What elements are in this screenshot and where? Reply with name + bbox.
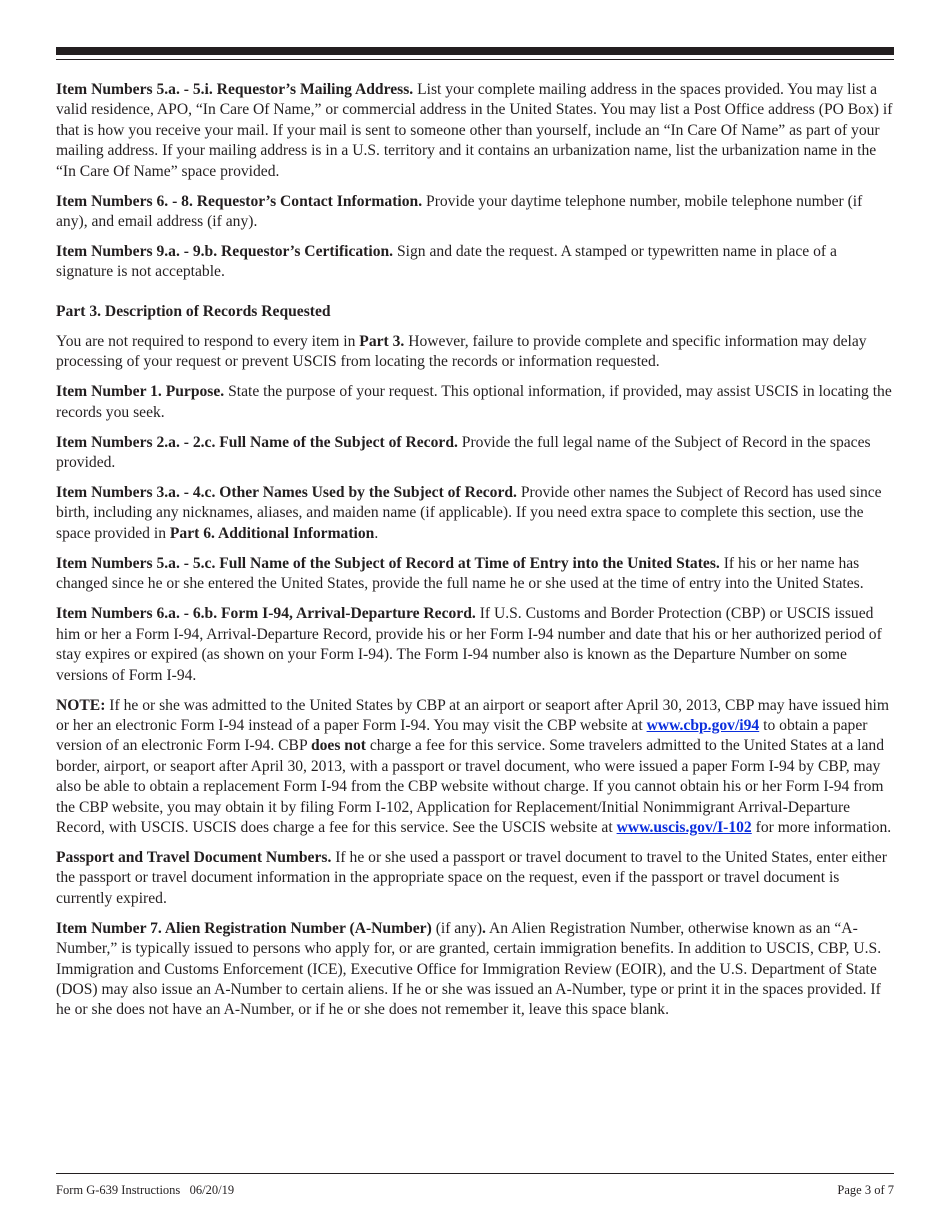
instructions-body [56,80,896,1030]
paragraph-full-name [56,433,896,474]
paragraph-text: An Alien Registration Number, otherwise known as an “A-Number,” is typically issued to persons who apply for, or are granted, certain immigration benefits. In addition to USCIS, CBP, U.S. Immigration and Customs Enforcement (ICE), Executive Office for Immigration Review (EOIR), and the U.S. Department of State (DOS) may also issue an A-Number to certain aliens. If he or she was issued an A-Number, type or print it in the spaces provided. If he or she does not have an A-Number, or if he or she does not remember it, leave this space blank. [56,919,882,1019]
part-reference: Part 6. Additional Information [169,524,375,542]
paragraph-a-number [56,919,896,1021]
paragraph-text: to obtain a paper version of an electronic Form I-94. CBP [56,716,868,755]
header-rule-thick [56,47,894,55]
note-label: NOTE: [56,696,106,714]
paragraph-text: for more information. [751,818,892,836]
paragraph-lead: Item Numbers 9.a. - 9.b. Requestor’s Certification. [56,243,394,261]
footer-rule [56,1173,894,1174]
paragraph-text: If his or her name has changed since he or she entered the United States, provide the full name he or she used at the time of entry into the United States. [56,554,864,593]
paragraph-text: Provide the full legal name of the Subject of Record in the spaces provided. [56,433,871,472]
paragraph-passport [56,848,896,909]
paragraph-lead: Item Numbers 6. - 8. Requestor’s Contact Information. [56,192,423,210]
paragraph-text: If U.S. Customs and Border Protection (CBP) or USCIS issued him or her a Form I-94, Arrival-Departure Record, provide his or her Form I-94 number and date that his or her authorized period of stay expires or expired (as shown on your Form I-94). The Form I-94 number also is known as the Departure Number on some versions of Form I-94. [56,605,882,684]
part-reference: Part 3. [359,332,405,350]
paragraph-text: Provide your daytime telephone number, mobile telephone number (if any), and email address (if any). [56,192,863,231]
paragraph-part3-intro [56,332,896,373]
paragraph-text: However, failure to provide complete and specific information may delay processing of your request or prevent USCIS from locating the records or information requested. [56,332,867,371]
cbp-i94-link[interactable]: www.cbp.gov/i94 [646,716,760,734]
paragraph-text: If he or she was admitted to the United States by CBP at an airport or seaport after April 30, 2013, CBP may have issued him or her an electronic Form I-94 instead of a paper Form I-94. You may visit the CBP website at [56,696,889,734]
paragraph-form-i94 [56,604,896,686]
paragraph-mailing-address [56,80,896,182]
paragraph-lead: Item Number 7. Alien Registration Number (A-Number) [56,919,432,937]
paragraph-text: If he or she used a passport or travel document to travel to the United States, enter either the passport or travel document information in the appropriate space on the request, even if the passport or travel document is currently expired. [56,848,887,907]
header-rule-thin [56,59,894,60]
paragraph-text: . [374,524,379,542]
paragraph-contact-information [56,192,896,233]
section-heading-part3: Part 3. Description of Records Requested [56,302,331,320]
paragraph-text: State the purpose of your request. This optional information, if provided, may assist USCIS in locating the records you seek. [56,383,892,421]
paragraph-lead: Item Numbers 6.a. - 6.b. Form I-94, Arrival-Departure Record. [56,605,476,623]
paragraph-text: Provide other names the Subject of Record has used since birth, including any nicknames, aliases, and maiden name (if applicable). If you need extra space to complete this section, use the space provided in [56,484,882,542]
paragraph-name-at-entry [56,554,896,595]
emphasis-text: does not [310,737,366,755]
paragraph-lead: Item Number 1. Purpose. [56,383,225,401]
paragraph-lead: Item Numbers 5.a. - 5.i. Requestor’s Mailing Address. [56,81,414,98]
paragraph-lead: Passport and Travel Document Numbers. [56,848,332,866]
paragraph-text: charge a fee for this service. Some travelers admitted to the United States at a land border, airport, or seaport after April 30, 2013, with a passport or travel document, who were issued a paper Form I-94 by CBP, may also be able to obtain a replacement Form I-94 from the CBP website without charge. If you cannot obtain his or her Form I-94 from the CBP website, you may obtain it by filing Form I-102, Application for Replacement/Initial Nonimmigrant Arrival-Departure Record, with USCIS. USCIS does charge a fee for this service. See the USCIS website at [56,737,884,836]
uscis-i102-link[interactable]: www.uscis.gov/I-102 [616,818,752,836]
paragraph-purpose [56,382,896,423]
paragraph-text: List your complete mailing address in the spaces provided. You may list a valid residence, APO, “In Care Of Name,” or commercial address in the United States. You may list a Post Office address (PO Box) if that is how you receive your mail. If your mail is sent to someone other than yourself, include an “In Care Of Name” as part of your mailing address. If your mailing address is in a U.S. territory and it contains an urbanization name, list the urbanization name in the “In Care Of Name” space provided. [56,81,893,180]
paragraph-note [56,696,896,839]
paragraph-lead: Item Numbers 3.a. - 4.c. Other Names Used by the Subject of Record. [56,484,517,502]
paragraph-text: Sign and date the request. A stamped or typewritten name in place of a signature is not acceptable. [56,243,837,281]
footer-page-number: Page 3 of 7 [837,1183,894,1197]
paragraph-text: You are not required to respond to every item in [56,332,360,350]
paragraph-lead: Item Numbers 5.a. - 5.c. Full Name of the Subject of Record at Time of Entry into the United States. [56,554,720,572]
footer-form-id: Form G-639 Instructions 06/20/19 [56,1183,235,1197]
paragraph-lead-end: . [482,919,486,937]
paragraph-other-names [56,483,896,544]
paragraph-certification [56,242,896,283]
paragraph-text: (if any) [431,919,483,937]
paragraph-lead: Item Numbers 2.a. - 2.c. Full Name of the Subject of Record. [56,433,458,451]
